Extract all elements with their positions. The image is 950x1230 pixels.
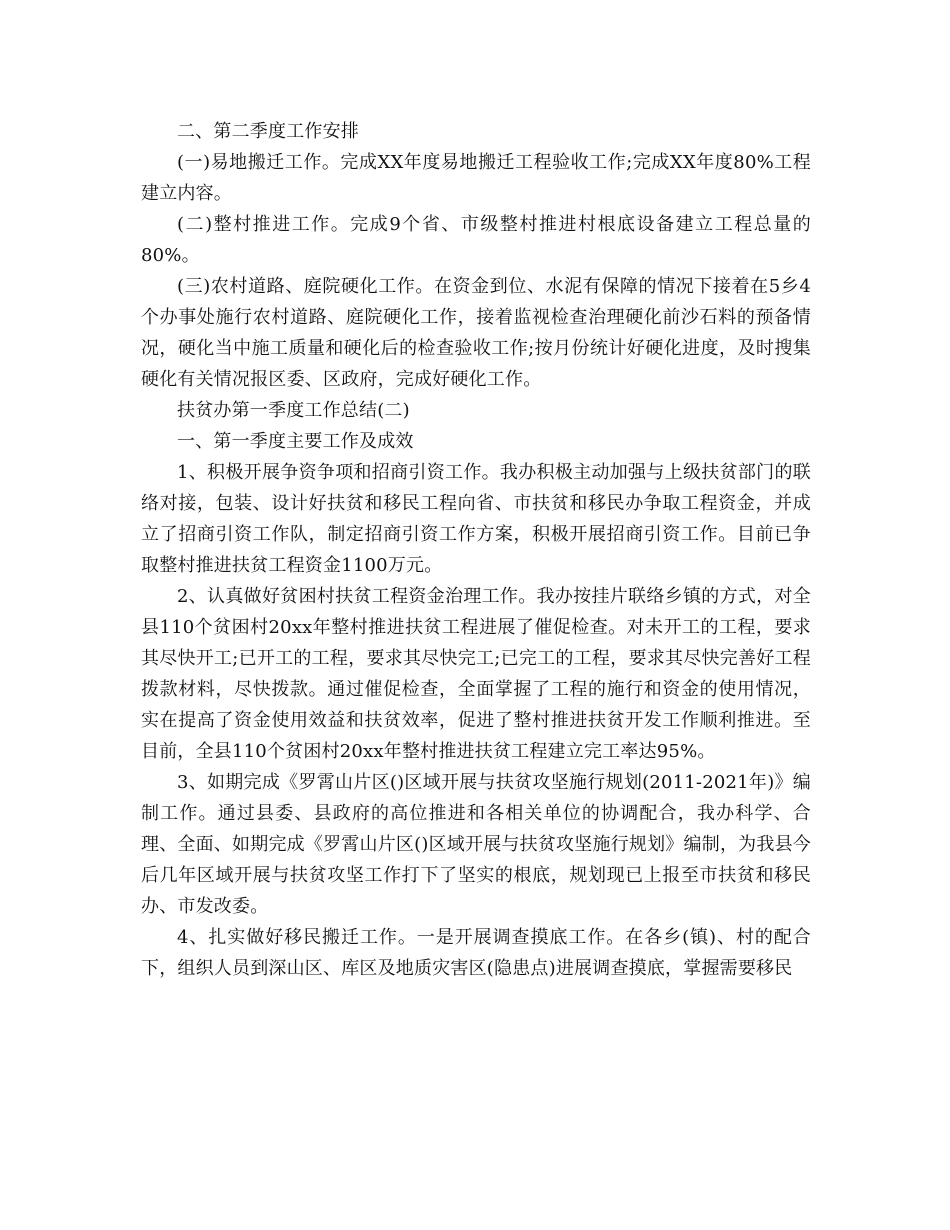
- paragraph-item-4: 4、扎实做好移民搬迁工作。一是开展调查摸底工作。在各乡(镇)、村的配合下，组织人员到深山区、库区及地质灾害区(隐患点)进展调查摸底，掌握需要移民: [141, 927, 811, 979]
- paragraph-relocation: (一)易地搬迁工作。完成XX年度易地搬迁工程验收工作;完成XX年度80%工程建立内容。: [141, 152, 811, 204]
- paragraph-item-3: 3、如期完成《罗霄山片区()区域开展与扶贫攻坚施行规划(2011-2021年)》编制工作。通过县委、县政府的高位推进和各相关单位的协调配合，我办科学、合理、全面、如期完成《罗霄山片区()区域开展与扶贫攻坚施行规划》编制，为我县今后几年区域开展与扶贫攻坚工作打下了坚实的根底，规划现已上报至市扶贫和移民办、市发改委。: [141, 772, 811, 917]
- section-heading-q1-results: 一、第一季度主要工作及成效: [177, 431, 414, 452]
- paragraph-road-hardening: (三)农村道路、庭院硬化工作。在资金到位、水泥有保障的情况下接着在5乡4个办事处施行农村道路、庭院硬化工作，接着监视检查治理硬化前沙石料的预备情况，硬化当中施工质量和硬化后的检查验收工作;按月份统计好硬化进度，及时搜集硬化有关情况报区委、区政府，完成好硬化工作。: [141, 276, 811, 390]
- document-body: [141, 116, 811, 984]
- paragraph-item-2: 2、认真做好贫困村扶贫工程资金治理工作。我办按挂片联络乡镇的方式，对全县110个贫困村20xx年整村推进扶贫工程进展了催促检查。对未开工的工程，要求其尽快开工;已开工的工程，要求其尽快完工;已完工的工程，要求其尽快完善好工程拨款材料，尽快拨款。通过催促检查，全面掌握了工程的施行和资金的使用情况，实在提高了资金使用效益和扶贫效率，促进了整村推进扶贫开发工作顺利推进。至目前，全县110个贫困村20xx年整村推进扶贫工程建立完工率达95%。: [141, 586, 811, 762]
- document-subtitle: 扶贫办第一季度工作总结(二): [177, 400, 410, 421]
- paragraph-village-advance: (二)整村推进工作。完成9个省、市级整村推进村根底设备建立工程总量的80%。: [141, 214, 811, 266]
- section-heading-q2-plan: 二、第二季度工作安排: [177, 121, 359, 142]
- paragraph-item-1: 1、积极开展争资争项和招商引资工作。我办积极主动加强与上级扶贫部门的联络对接，包装、设计好扶贫和移民工程向省、市扶贫和移民办争取工程资金，并成立了招商引资工作队，制定招商引资工作方案，积极开展招商引资工作。目前已争取整村推进扶贫工程资金1100万元。: [141, 462, 811, 576]
